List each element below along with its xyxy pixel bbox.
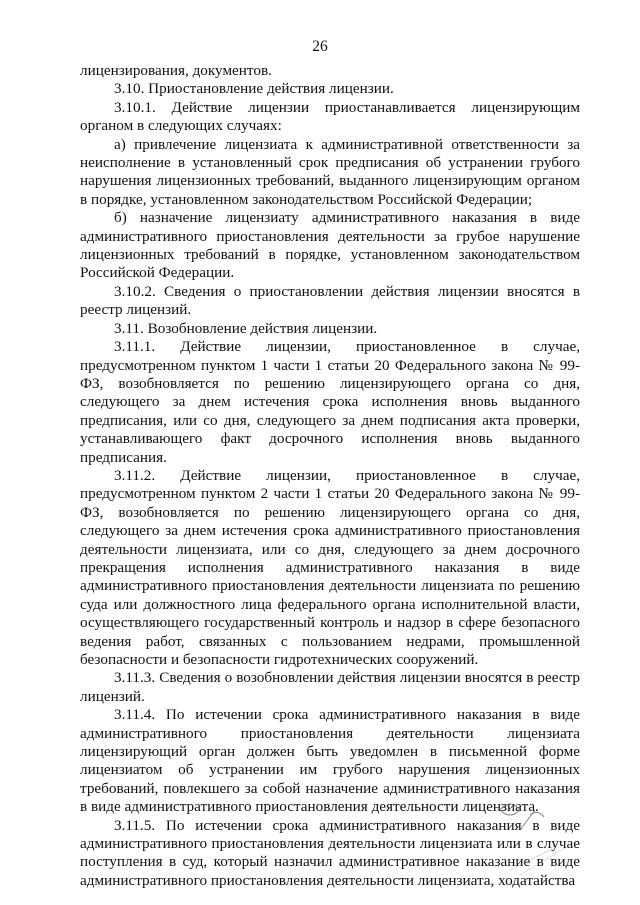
section-heading-3-10: 3.10. Приостановление действия лицензии. bbox=[114, 80, 394, 98]
paragraph-3-11-2: 3.11.2. Действие лицензии, приостановленное в случае, предусмотренном пунктом 2 части 1 статьи 20 Федерального закона № 99-ФЗ, возобновляется по решению лицензирующего органа со дня, следующего за днем истечения срока административного приостановления деятельности лицензиата, или со дня, следующего за днем досрочного прекращения исполнения административного наказания в виде административного приостановления деятельности лицензиата по решению суда или должностного лица федерального органа исполнительной власти, осуществляющего государственный контроль и надзор в сфере безопасного ведения работ, связанных с пользованием недрами, промышленной безопасности и безопасности гидротехнических сооружений. bbox=[80, 466, 580, 668]
paragraph-3-11-4: 3.11.4. По истечении срока административного наказания в виде административного приостановления деятельности лицензиата лицензирующий орган должен быть уведомлен в письменной форме лицензиатом об устранении им грубого нарушения лицензионных требований, повлекшего за собой назначение административного наказания в виде административного приостановления деятельности лицензиата. bbox=[80, 706, 580, 816]
paragraph-3-11-5: 3.11.5. По истечении срока административного наказания в виде административного приостановления деятельности лицензиата или в случае поступления в суд, который назначил административное наказание в виде административного приостановления деятельности лицензиата, ходатайства bbox=[80, 816, 580, 889]
handwritten-mark bbox=[440, 770, 590, 890]
paragraph-3-10-1: 3.10.1. Действие лицензии приостанавливается лицензирующим органом в следующих случаях: bbox=[80, 98, 580, 135]
document-body bbox=[80, 62, 580, 890]
paragraph-3-11-3: 3.11.3. Сведения о возобновлении действия лицензии вносятся в реестр лицензий. bbox=[80, 669, 580, 705]
section-heading-3-11: 3.11. Возобновление действия лицензии. bbox=[114, 319, 378, 337]
paragraph-3-10-2: 3.10.2. Сведения о приостановлении действия лицензии вносятся в реестр лицензий. bbox=[80, 282, 580, 319]
page-number: 26 bbox=[312, 38, 328, 55]
paragraph-3-11-1: 3.11.1. Действие лицензии, приостановленное в случае, предусмотренном пунктом 1 части 1 статьи 20 Федерального закона № 99-ФЗ, возобновляется по решению лицензирующего органа со дня, следующего за днем истечения срока исполнения вновь выданного предписания, или со дня, следующего за днем подписания акта проверки, устанавливающего факт досрочного исполнения вновь выданного предписания. bbox=[80, 338, 580, 466]
paragraph-continuation: лицензирования, документов. bbox=[80, 62, 272, 79]
list-item-b: б) назначение лицензиату административного наказания в виде административного приостановления деятельности за грубое нарушение лицензионных требований в порядке, установленном законодательством Российской Федерации. bbox=[80, 209, 580, 282]
list-item-a: а) привлечение лицензиата к административной ответственности за неисполнение в установленный срок предписания об устранении грубого нарушения лицензионных требований, выданного лицензирующим органом в порядке, установленном законодательством Российской Федерации; bbox=[80, 135, 580, 208]
